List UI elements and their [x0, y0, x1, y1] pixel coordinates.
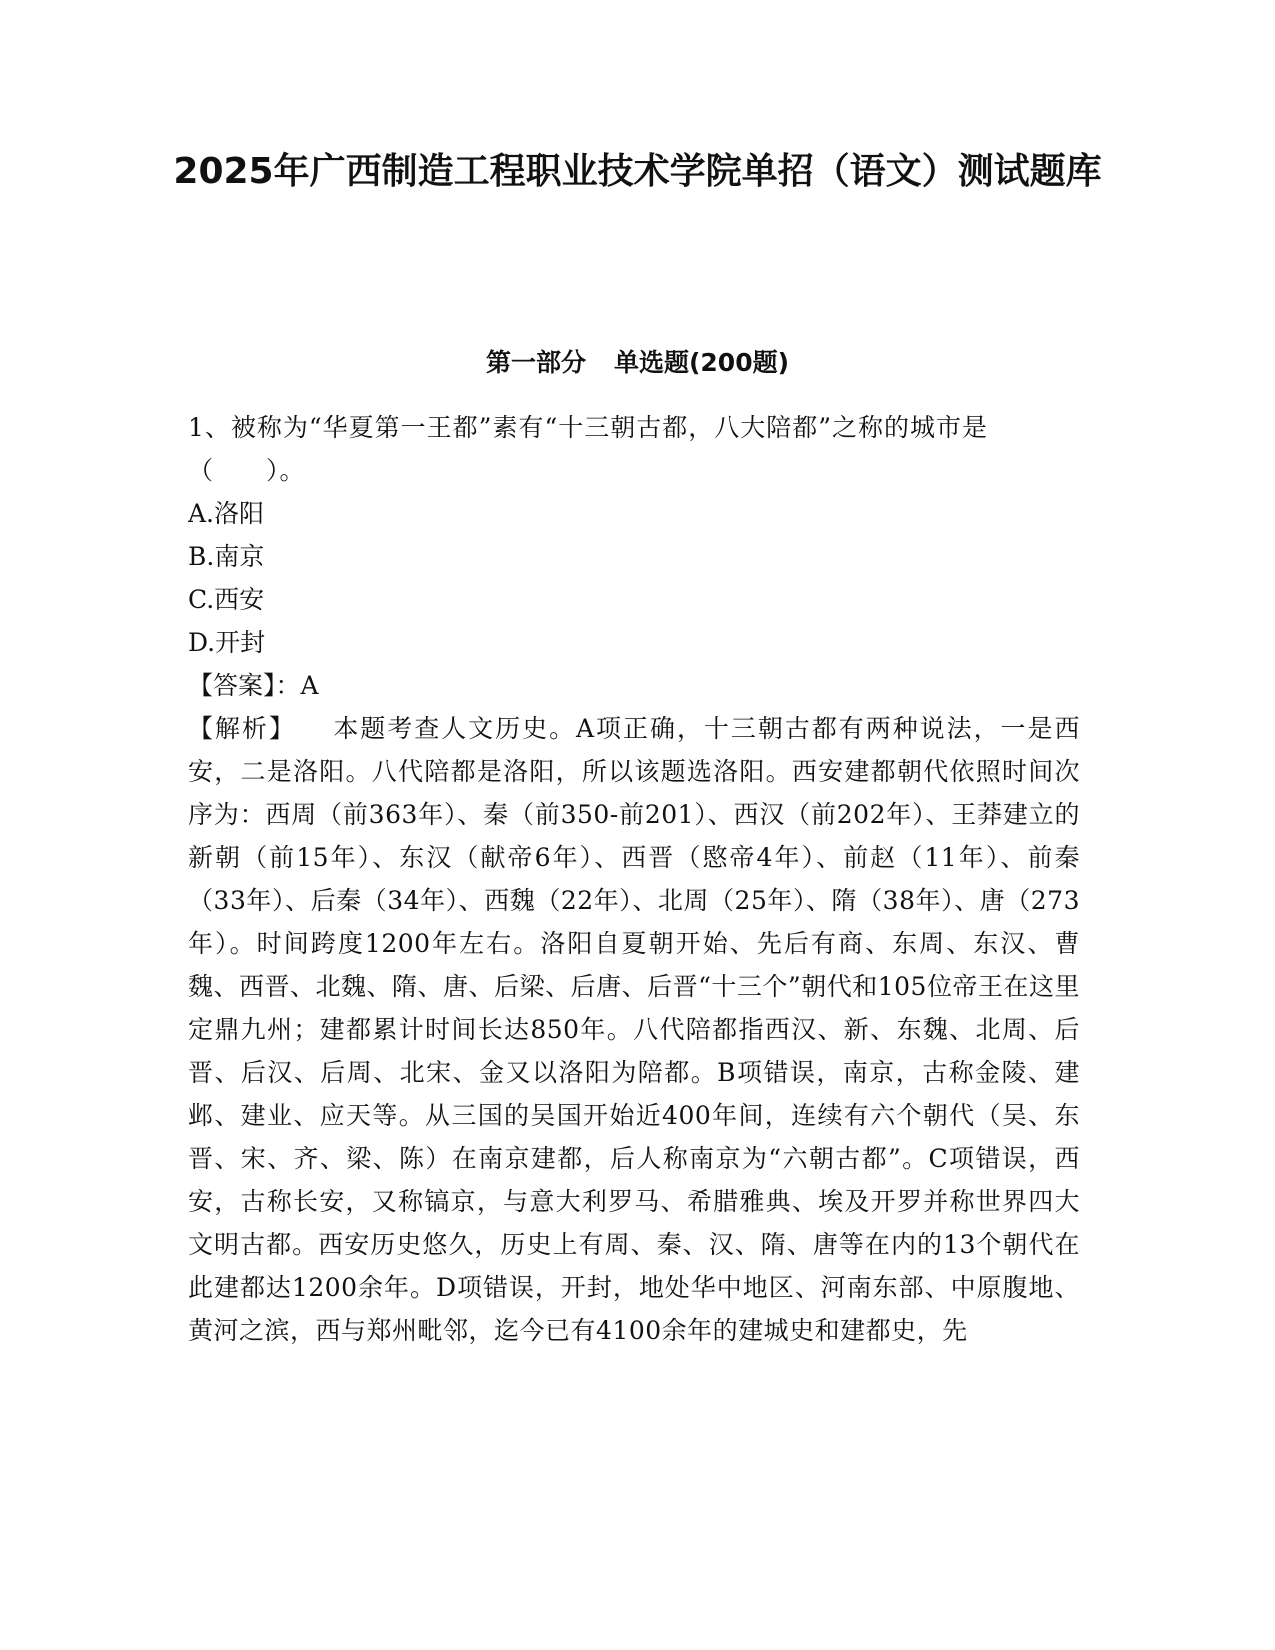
option-a: A.洛阳 [188, 499, 265, 528]
question-block [188, 406, 1080, 1352]
analysis-paragraph [188, 707, 1080, 1352]
answer-label: 【答案】： [188, 671, 301, 700]
document-title: 2025年广西制造工程职业技术学院单招（语文）测试题库 [173, 151, 1102, 192]
answer-line [188, 664, 1080, 707]
option-c: C.西安 [188, 585, 265, 614]
analysis-text: 本题考查人文历史。A项正确，十三朝古都有两种说法，一是西安，二是洛阳。八代陪都是洛阳，所以该题选洛阳。西安建都朝代依照时间次序为：西周（前363年）、秦（前350-前201）、西汉（前202年）、王莽建立的新朝（前15年）、东汉（献帝6年）、西晋（愍帝4年）、前赵（11年）、前秦（33年）、后秦（34年）、西魏（22年）、北周（25年）、隋（38年）、唐（273年）。时间跨度1200年左右。洛阳自夏朝开始、先后有商、东周、东汉、曹魏、西晋、北魏、隋、唐、后梁、后唐、后晋“十三个”朝代和105位帝王在这里定鼎九州；建都累计时间长达850年。八代陪都指西汉、新、东魏、北周、后晋、后汉、后周、北宋、金又以洛阳为陪都。B项错误，南京，古称金陵、建邺、建业、应天等。从三国的吴国开始近400年间，连续有六个朝代（吴、东晋、宋、齐、梁、陈）在南京建都，后人称南京为“六朝古都”。C项错误，西安，古称长安，又称镐京，与意大利罗马、希腊雅典、埃及开罗并称世界四大文明古都。西安历史悠久，历史上有周、秦、汉、隋、唐等在内的13个朝代在此建都达1200余年。D项错误，开封，地处华中地区、河南东部、中原腹地、黄河之滨，西与郑州毗邻，迄今已有4100余年的建城史和建都史，先 [188, 714, 1080, 1345]
question-stem: 1、被称为“华夏第一王都”素有“十三朝古都，八大陪都”之称的城市是（ ）。 [188, 413, 989, 485]
section-heading-part: 第一部分 [485, 348, 586, 377]
section-heading-type: 单选题(200题) [613, 348, 790, 377]
answer-value: A [300, 671, 319, 700]
option-d: D.开封 [188, 628, 266, 657]
section-heading [150, 345, 1125, 381]
analysis-label: 【解析】 [188, 714, 296, 743]
option-b: B.南京 [188, 542, 265, 571]
